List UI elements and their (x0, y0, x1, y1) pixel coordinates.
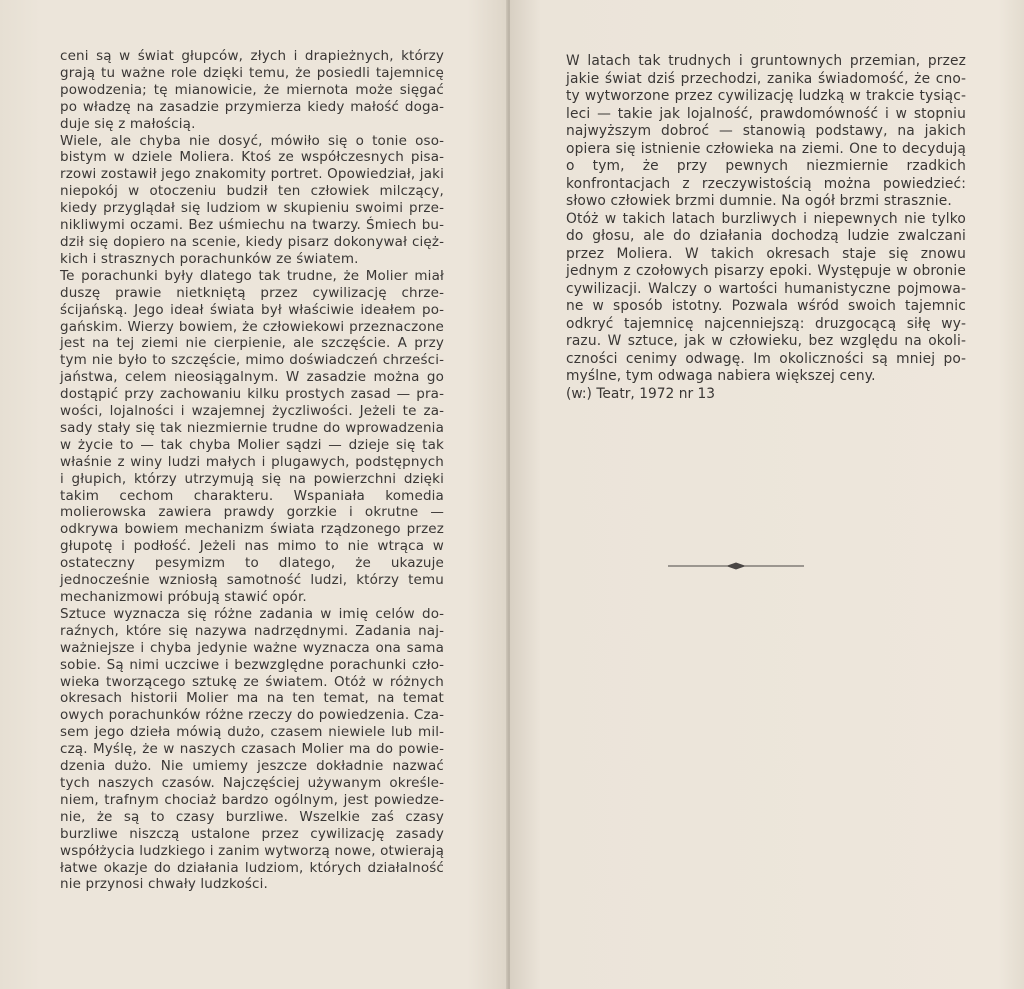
left-column (60, 48, 444, 893)
left-paragraph-2: Wiele, ale chyba nie dosyć, mówiło się o tonie osobistym w dziele Moliera. Ktoś ze współczesnych pisarzowi zostawił jego znakomity portret. Opowiedział, jaki niepokój w otoczeniu budził ten człowiek milczący, kiedy przyglądał się ludziom w skupieniu swoimi przenikliwymi oczami. Bez uśmiechu na twarzy. Śmiech budził się dopiero na scenie, kiedy pisarz dokonywał ciężkich i strasznych porachunków ze światem. (60, 132, 444, 267)
left-paragraph-1: ceni są w świat głupców, złych i drapieżnych, którzy grają tu ważne role dzięki temu, że posiedli tajemnicę powodzenia; tę mianowicie, że miernota może sięgać po władzę na zasadzie przymierza kiedy małość dogaduje się z małością. (60, 48, 444, 132)
right-column (566, 53, 966, 403)
source-citation: (w:) Teatr, 1972 nr 13 (566, 385, 716, 402)
right-paragraph-1: W latach tak trudnych i gruntownych przemian, przez jakie świat dziś przechodzi, zanika świadomość, że cnoty wytworzone przez cywilizację ludzką w trakcie tysiącleci — takie jak lojalność, prawdomówność i w stopniu najwyższym dobroć — stanowią podstawy, na jakich opiera się istnienie człowieka na ziemi. One to decydują o tym, że przy pewnych niezmiernie rzadkich konfrontacjach z rzeczywistością można powiedzieć: słowo człowiek brzmi dumnie. Na ogół brzmi strasznie. (566, 53, 966, 209)
right-paragraph-2: Otóż w takich latach burzliwych i niepewnych nie tylko do głosu, ale do działania dochodzą ludzie zwalczani przez Moliera. W takich okresach staje się znowu jednym z czołowych pisarzy epoki. Występuje w obronie cywilizacji. Walczy o wartości humanistyczne pojmowane w sposób istotny. Pozwala wśród swoich tajemnic odkryć tajemnicę najcenniejszą: druzgocącą siłę wyrazu. W sztuce, jak w człowieku, bez względu na okoliczności cenimy odwagę. Im okoliczności są mniej pomyślne, tym odwaga nabiera większej ceny. (566, 210, 966, 384)
left-paragraph-4: Sztuce wyznacza się różne zadania w imię celów doraźnych, które się nazywa nadrzędnymi. Zadania najważniejsze i chyba jedynie ważne wyznacza ona sama sobie. Są nimi uczciwe i bezwzględne porachunki człowieka tworzącego sztukę ze światem. Otóż w różnych okresach historii Molier ma na ten temat, na temat owych porachunków różne rzeczy do powiedzenia. Czasem jego dzieła mówią dużo, czasem niewiele lub milczą. Myślę, że w naszych czasach Molier ma do powiedzenia dużo. Nie umiemy jeszcze dokładnie nazwać tych naszych czasów. Najczęściej używanym określeniem, trafnym chociaż bardzo ogólnym, jest powiedzenie, że są to czasy burzliwe. Wszelkie zaś czasy burzliwe niszczą ustalone przez cywilizację zasady współżycia ludzkiego i zanim wytworzą nowe, otwierają łatwe okazje do działania ludziom, których działalność nie przynosi chwały ludzkości. (60, 605, 444, 893)
divider-ornament (668, 560, 804, 572)
left-paragraph-3: Te porachunki były dlatego tak trudne, że Molier miał duszę prawie nietkniętą przez cywilizację chrześcijańską. Jego ideał świata był właściwie ideałem pogańskim. Wierzy bowiem, że człowiekowi przeznaczone jest na tej ziemi nie cierpienie, ale szczęście. A przy tym nie było to szczęście, mimo doświadczeń chrześcijaństwa, celem nieosiągalnym. W zasadzie można go dostąpić przy zachowaniu kilku prostych zasad — prawości, lojalności i wzajemnej życzliwości. Jeżeli te zasady stały się tak niezmiernie trudne do wprowadzenia w życie to — tak chyba Molier sądzi — dzieje się tak właśnie z winy ludzi małych i plugawych, podstępnych i głupich, którzy utrzymują się na powierzchni dzięki takim cechom charakteru. Wspaniała komedia molierowska zawiera prawdy gorzkie i okrutne — odkrywa bowiem mechanizm świata rządzonego przez głupotę i podłość. Jeżeli nas mimo to nie wtrąca w ostateczny pesymizm to dlatego, że ukazuje jednocześnie wzniosłą samotność ludzi, którzy temu mechanizmowi próbują stawić opór. (60, 267, 444, 605)
